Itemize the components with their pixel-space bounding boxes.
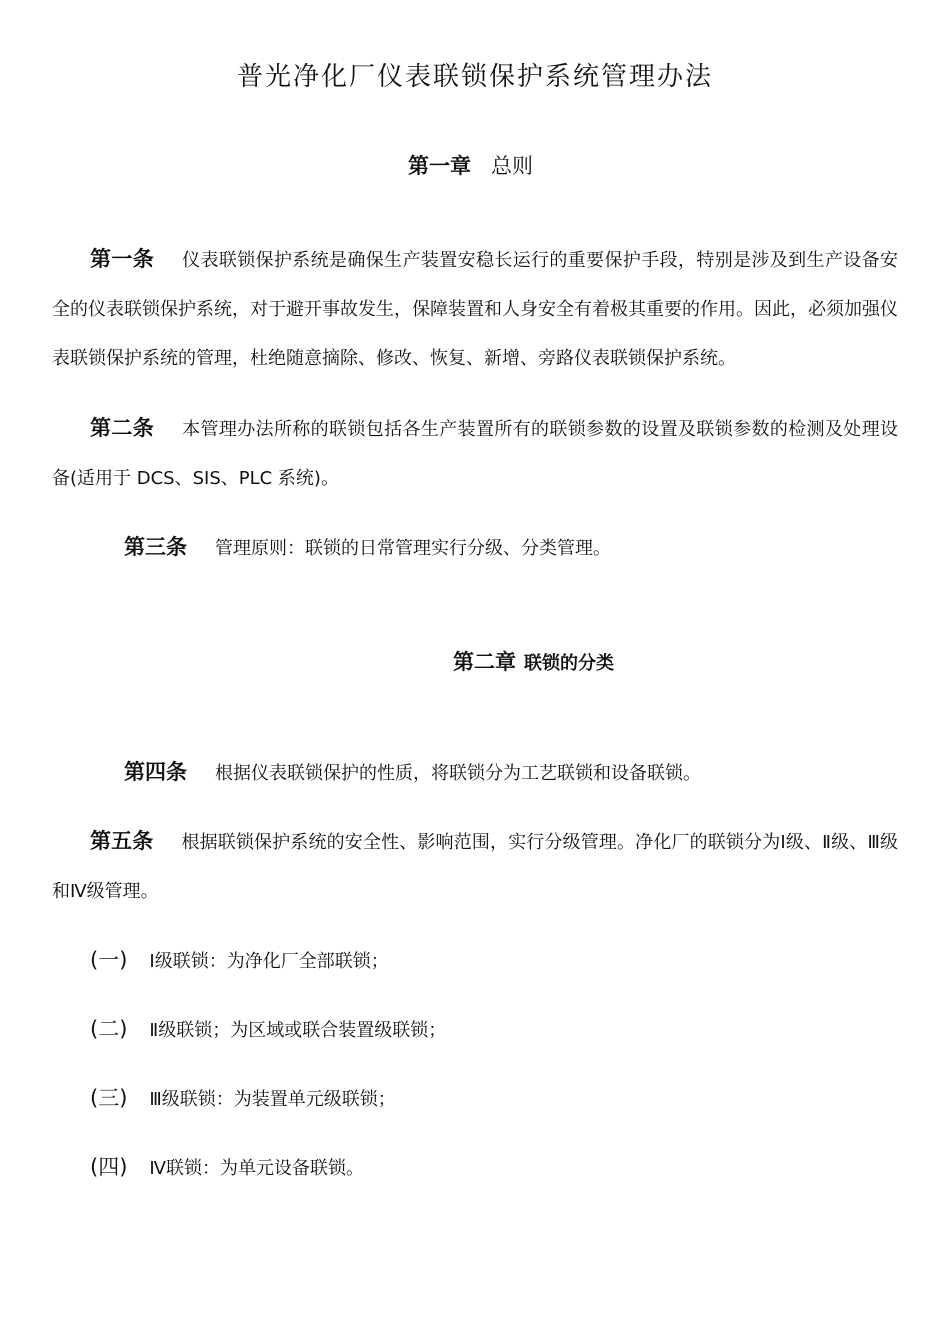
article-2-text: 本管理办法所称的联锁包括各生产装置所有的联锁参数的设置及联锁参数的检测及处理设备(适用于 DCS、SIS、PLC 系统)。 xyxy=(52,419,899,489)
document-title: 普光净化厂仪表联锁保护系统管理办法 xyxy=(236,62,713,92)
level-4-text: Ⅳ联锁：为单元设备联锁。 xyxy=(149,1158,365,1179)
level-2-text: Ⅱ级联锁；为区域或联合装置级联锁； xyxy=(149,1020,447,1041)
level-3-text: Ⅲ级联锁：为装置单元级联锁； xyxy=(149,1089,396,1110)
article-5-text: 根据联锁保护系统的安全性、影响范围，实行分级管理。净化厂的联锁分为Ⅰ级、Ⅱ级、Ⅲ级和Ⅳ级管理。 xyxy=(52,832,899,902)
level-item-3 xyxy=(90,1083,396,1115)
level-3-mark: (三) xyxy=(90,1086,128,1110)
chapter-2-heading xyxy=(453,646,614,676)
article-1 xyxy=(52,235,898,383)
chapter-1-name: 总则 xyxy=(491,154,533,178)
level-item-4 xyxy=(90,1152,364,1184)
chapter-2-name: 联锁的分类 xyxy=(524,653,614,674)
level-item-2 xyxy=(90,1014,446,1046)
level-2-mark: (二) xyxy=(90,1017,128,1041)
level-4-mark: (四) xyxy=(90,1155,128,1179)
article-3 xyxy=(52,523,898,573)
article-2-lead: 第二条 xyxy=(90,416,155,440)
article-2 xyxy=(52,404,898,503)
level-item-1 xyxy=(90,945,389,977)
article-1-lead: 第一条 xyxy=(90,247,155,271)
chapter-2-number: 第二章 xyxy=(453,650,516,674)
level-1-text: Ⅰ级联锁：为净化厂全部联锁； xyxy=(149,951,389,972)
article-4-text: 根据仪表联锁保护的性质，将联锁分为工艺联锁和设备联锁。 xyxy=(215,763,701,784)
article-3-text: 管理原则：联锁的日常管理实行分级、分类管理。 xyxy=(215,538,611,559)
chapter-1-number: 第一章 xyxy=(408,154,471,178)
article-5-lead: 第五条 xyxy=(90,829,154,853)
article-4 xyxy=(52,748,898,798)
article-1-text: 仪表联锁保护系统是确保生产装置安稳长运行的重要保护手段，特别是涉及到生产设备安全的仪表联锁保护系统，对于避开事故发生，保障装置和人身安全有着极其重要的作用。因此，必须加强仪表联锁保护系统的管理，杜绝随意摘除、修改、恢复、新增、旁路仪表联锁保护系统。 xyxy=(52,250,899,369)
chapter-1-heading xyxy=(408,150,533,180)
article-5 xyxy=(52,817,898,916)
article-3-lead: 第三条 xyxy=(124,535,187,559)
level-1-mark: (一) xyxy=(90,948,128,972)
article-4-lead: 第四条 xyxy=(124,760,187,784)
